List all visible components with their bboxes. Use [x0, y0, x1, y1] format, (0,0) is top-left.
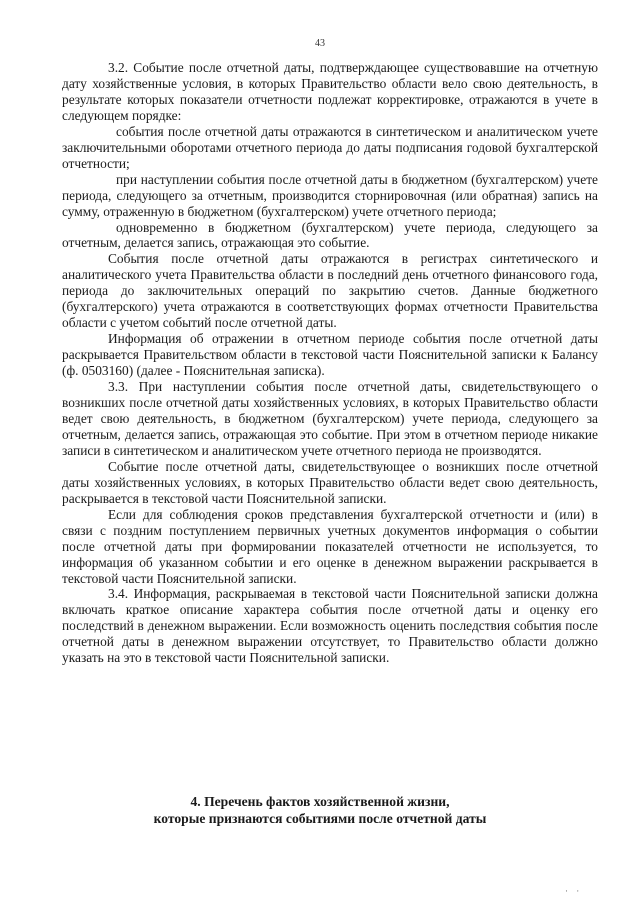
page-number: 43: [315, 38, 325, 49]
paragraph-synthetic-accounting: события после отчетной даты отражаются в синтетическом и аналитическом учете заключительными оборотами отчетного периода до даты подписания годовой бухгалтерской отчетности;: [62, 123, 598, 171]
paragraph-reversal-entry: при наступлении события после отчетной даты в бюджетном (бухгалтерском) учете периода, следующего за отчетным, производится сторнировочная (или обратная) запись на сумму, отраженную в бюджетном (бухгалтерском) учете отчетного периода;: [62, 171, 598, 219]
section-heading: [0, 793, 640, 827]
section-heading-line-2: которые признаются событиями после отчетной даты: [153, 811, 487, 826]
scan-mark: · ·: [565, 886, 583, 896]
paragraph-simultaneous-entry: одновременно в бюджетном (бухгалтерском) учете периода, следующего за отчетным, делается запись, отражающая это событие.: [62, 219, 598, 251]
document-body: [62, 60, 598, 666]
paragraph-disclosure-info: Информация об отражении в отчетном периоде события после отчетной даты раскрывается Правительством области в текстовой части Пояснительной записки к Балансу (ф. 0503160) (далее - Пояснительная записка).: [62, 331, 598, 379]
paragraph-registers: События после отчетной даты отражаются в регистрах синтетического и аналитического учета Правительства области в последний день отчетного финансового года, периода до заключительных операций по закрытию счетов. Данные бюджетного (бухгалтерского) учета отражаются в соответствующих формах отчетности Правительства области с учетом событий после отчетной даты.: [62, 251, 598, 331]
paragraph-3-3: 3.3. При наступлении события после отчетной даты, свидетельствующего о возникших после отчетной даты хозяйственных условиях, в которых Правительство области ведет свою деятельность, в бюджетном (бухгалтерском) учете периода, следующего за отчетным, делается запись, отражающая это событие. При этом в отчетном периоде никакие записи в синтетическом и аналитическом учете отчетного периода не производятся.: [62, 379, 598, 458]
paragraph-event-disclosure: Событие после отчетной даты, свидетельствующее о возникших после отчетной даты хозяйственных условиях, в которых Правительство области ведет свою деятельность, раскрывается в текстовой части Пояснительной записки.: [62, 458, 598, 506]
paragraph-deadlines: Если для соблюдения сроков представления бухгалтерской отчетности и (или) в связи с поздним поступлением первичных учетных документов информация о событии после отчетной даты при формировании показателей отчетности не используется, то информация об указанном событии и его оценке в денежном выражении раскрывается в текстовой части Пояснительной записки.: [62, 506, 598, 586]
paragraph-3-2: 3.2. Событие после отчетной даты, подтверждающее существовавшие на отчетную дату хозяйственные условия, в которых Правительство области вело свою деятельность, в результате которых показатели отчетности подлежат корректировке, отражаются в учете в следующем порядке:: [62, 60, 598, 123]
section-heading-line-1: 4. Перечень фактов хозяйственной жизни,: [190, 794, 450, 809]
paragraph-3-4: 3.4. Информация, раскрываемая в текстовой части Пояснительной записки должна включать краткое описание характера события после отчетной даты и оценку его последствий в денежном выражении. Если возможность оценить последствия события после отчетной даты в денежном выражении отсутствует, то Правительство области должно указать на это в текстовой части Пояснительной записки.: [62, 586, 598, 666]
